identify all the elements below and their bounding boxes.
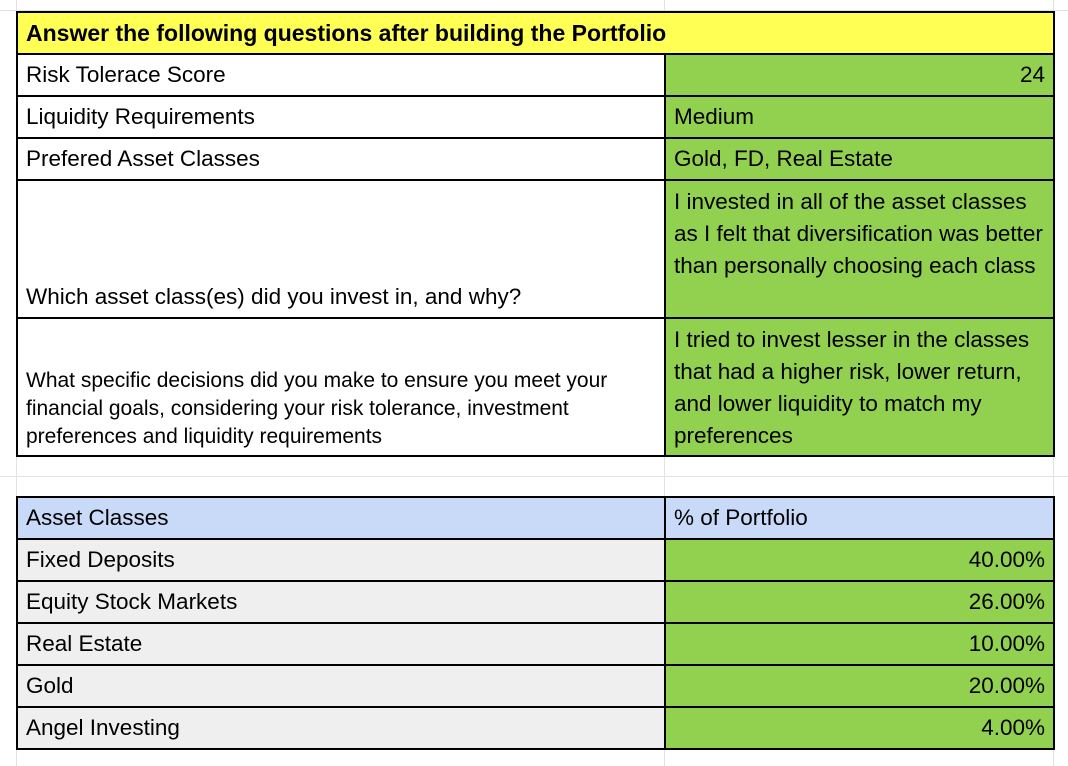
answer-cell[interactable] (664, 179, 1055, 319)
asset-percent-cell[interactable] (664, 538, 1055, 582)
allocation-header-asset[interactable] (16, 496, 666, 540)
question-label-cell[interactable] (16, 179, 666, 319)
asset-percent-cell[interactable] (664, 580, 1055, 624)
answer-value: 24 (1019, 62, 1045, 87)
question-label: Liquidity Requirements (26, 104, 255, 129)
asset-name-cell[interactable] (16, 538, 666, 582)
asset-name: Gold (26, 673, 74, 698)
answer-value: I tried to invest lesser in the classes that had a higher risk, lower return, and lower liquidity to match my preferences (674, 327, 1030, 448)
asset-name: Real Estate (26, 631, 143, 656)
question-label-cell[interactable] (16, 137, 666, 181)
asset-percent-cell[interactable] (664, 664, 1055, 708)
question-label: What specific decisions did you make to ensure you meet your financial goals, considering your risk tolerance, investment preferences and liquidity requirements (26, 369, 608, 448)
allocation-header-percent[interactable] (664, 496, 1055, 540)
asset-percent-cell[interactable] (664, 622, 1055, 666)
asset-name-cell[interactable] (16, 622, 666, 666)
answer-value: Medium (674, 104, 755, 129)
column-header: % of Portfolio (674, 505, 808, 530)
question-label-cell[interactable] (16, 317, 666, 457)
asset-name: Fixed Deposits (26, 547, 175, 572)
answer-cell[interactable] (664, 317, 1055, 457)
questions-title-cell[interactable] (16, 11, 1055, 55)
column-header: Asset Classes (26, 505, 169, 530)
question-label: Prefered Asset Classes (26, 146, 260, 171)
asset-percent-cell[interactable] (664, 706, 1055, 750)
question-label: Which asset class(es) did you invest in, and why? (26, 284, 522, 309)
asset-name: Equity Stock Markets (26, 589, 238, 614)
question-label: Risk Tolerace Score (26, 62, 226, 87)
questions-title: Answer the following questions after building the Portfolio (26, 20, 667, 46)
asset-percent: 4.00% (981, 715, 1045, 740)
asset-name-cell[interactable] (16, 580, 666, 624)
question-label-cell[interactable] (16, 95, 666, 139)
answer-value: I invested in all of the asset classes as I felt that diversification was better than personally choosing each class (674, 189, 1043, 278)
question-label-cell[interactable] (16, 53, 666, 97)
answer-cell[interactable] (664, 95, 1055, 139)
asset-percent: 20.00% (968, 673, 1045, 698)
answer-value: Gold, FD, Real Estate (674, 146, 893, 171)
answer-cell[interactable] (664, 53, 1055, 97)
answer-cell[interactable] (664, 137, 1055, 181)
asset-name-cell[interactable] (16, 706, 666, 750)
gridline (0, 476, 1068, 477)
asset-percent: 40.00% (968, 547, 1045, 572)
asset-name-cell[interactable] (16, 664, 666, 708)
asset-name: Angel Investing (26, 715, 180, 740)
asset-percent: 10.00% (968, 631, 1045, 656)
asset-percent: 26.00% (968, 589, 1045, 614)
